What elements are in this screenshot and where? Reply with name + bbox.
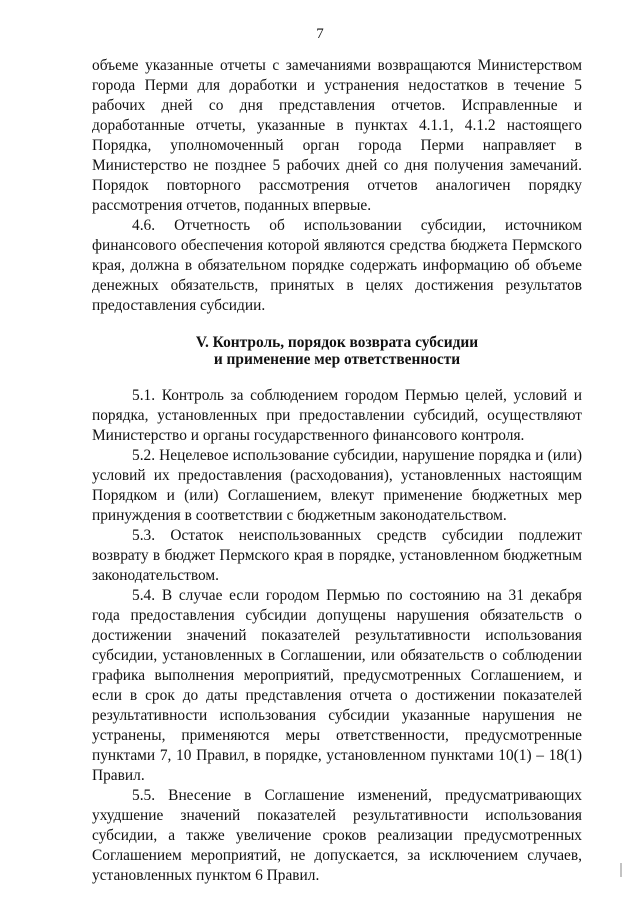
- paragraph-5-5: 5.5. Внесение в Соглашение изменений, предусматривающих ухудшение значений показателей результативности использования субсидии, а также увеличение сроков реализации предусмотренных Соглашением мероприятий, не допускается, за исключением случаев, установленных пунктом 6 Правил.: [92, 787, 582, 884]
- paragraph-5-3: 5.3. Остаток неиспользованных средств субсидии подлежит возврату в бюджет Пермского края в порядке, установленном бюджетным законодательством.: [92, 527, 582, 584]
- document-body: [92, 56, 582, 886]
- paragraph-continuation: объеме указанные отчеты с замечаниями возвращаются Министерством города Перми для доработки и устранения недостатков в течение 5 рабочих дней со дня представления отчетов. Исправленные и доработанные отчеты, указанные в пунктах 4.1.1, 4.1.2 настоящего Порядка, уполномоченный орган города Перми направляет в Министерство не позднее 5 рабочих дней со дня получения замечаний. Порядок повторного рассмотрения отчетов аналогичен порядку рассмотрения отчетов, поданных впервые.: [92, 57, 582, 214]
- scan-artifact-mark: [620, 863, 622, 877]
- paragraph-5-1: 5.1. Контроль за соблюдением городом Пермью целей, условий и порядка, установленных при предоставлении субсидий, осуществляют Министерство и органы государственного финансового контроля.: [92, 387, 582, 444]
- section-heading: [92, 334, 582, 368]
- page-number: 7: [316, 26, 324, 42]
- paragraph-4-6: 4.6. Отчетность об использовании субсидии, источником финансового обеспечения которой являются средства бюджета Пермского края, должна в обязательном порядке содержать информацию об объеме денежных обязательств, принятых в целях достижения результатов предоставления субсидии.: [92, 217, 582, 314]
- paragraph-5-4: 5.4. В случае если городом Пермью по состоянию на 31 декабря года предоставления субсидии допущены нарушения обязательств о достижении значений показателей результативности использования субсидии, установленных в Соглашении, или обязательств о соблюдении графика выполнения мероприятий, предусмотренных Соглашением, и если в срок до даты представления отчета о достижении показателей результативности использования субсидии указанные нарушения не устранены, применяются меры ответственности, предусмотренные пунктами 7, 10 Правил, в порядке, установленном пунктами 10(1) – 18(1) Правил.: [92, 587, 582, 784]
- section-heading-line-1: V. Контроль, порядок возврата субсидии: [195, 334, 479, 351]
- paragraph-5-2: 5.2. Нецелевое использование субсидии, нарушение порядка и (или) условий их предоставления (расходования), установленных настоящим Порядком и (или) Соглашением, влекут применение бюджетных мер принуждения в соответствии с бюджетным законодательством.: [92, 447, 582, 524]
- section-heading-line-2: и применение мер ответственности: [213, 351, 461, 368]
